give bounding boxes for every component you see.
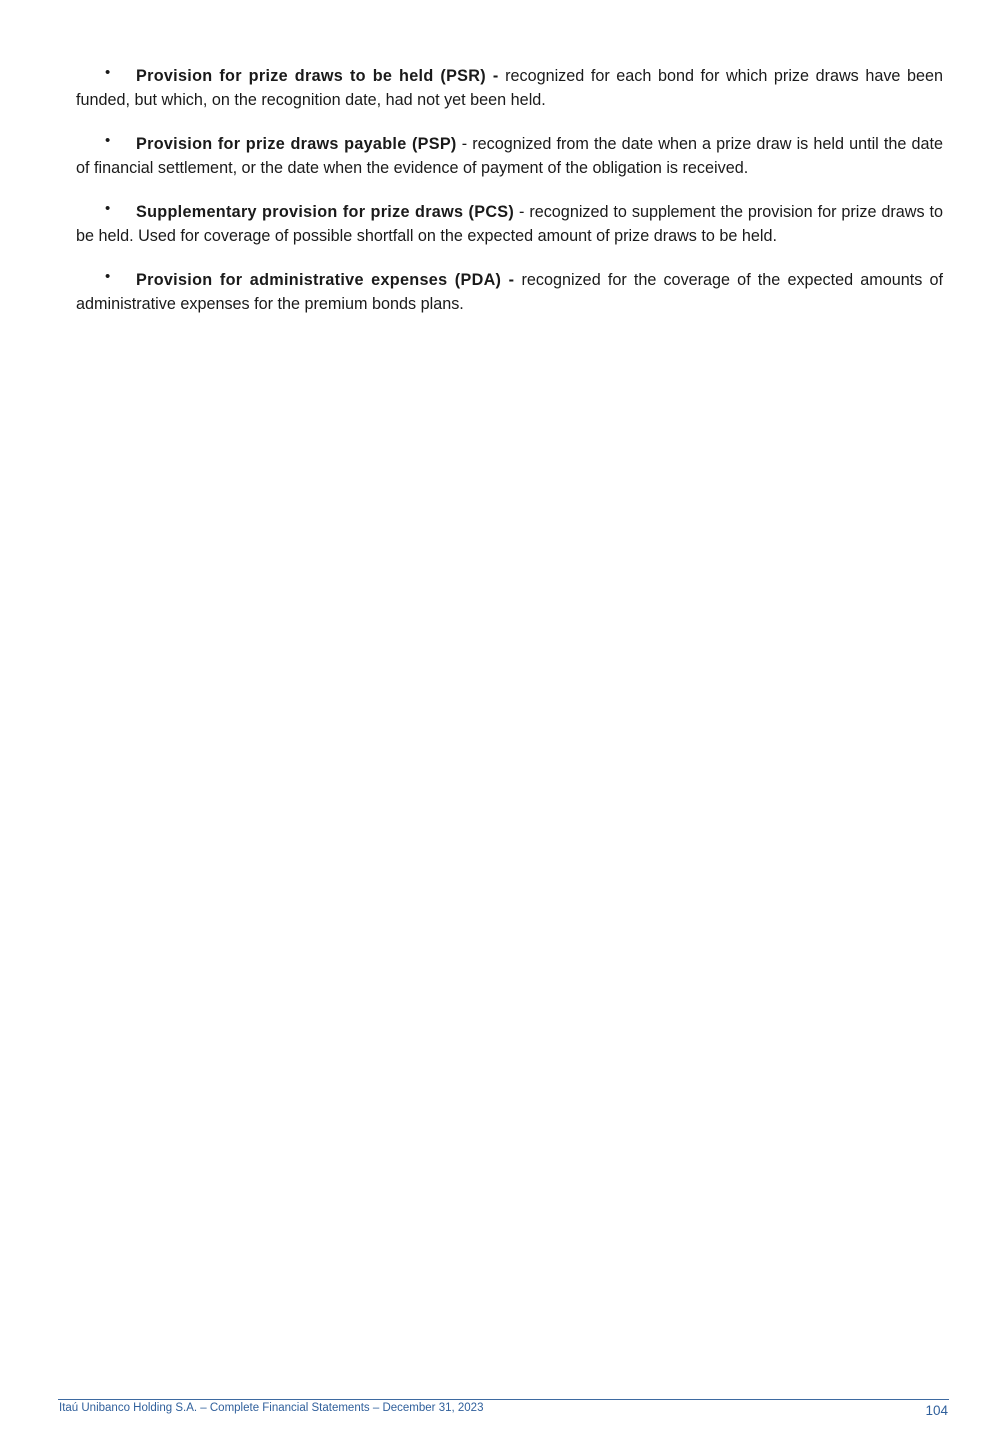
bullet-item-pcs — [76, 200, 943, 248]
term-psp: Provision for prize draws payable (PSP) — [136, 135, 457, 153]
description-psp: - recognized from the date when a prize draw is held until the date of financial settlement, or the date when the evidence of payment of the obligation is received. — [76, 135, 944, 177]
footer-text: Itaú Unibanco Holding S.A. – Complete Financial Statements – December 31, 2023 — [59, 1402, 484, 1414]
term-pda: Provision for administrative expenses (PDA) - — [136, 271, 515, 289]
bullet-icon: • — [105, 132, 111, 149]
bullet-icon: • — [105, 64, 111, 81]
footer-divider — [58, 1399, 949, 1400]
bullet-item-psr — [76, 64, 943, 112]
bullet-item-psp — [76, 132, 943, 180]
bullet-item-pda — [76, 268, 943, 316]
document-body — [76, 64, 943, 336]
term-pcs: Supplementary provision for prize draws (PCS) — [136, 203, 515, 221]
description-pda: recognized for the coverage of the expected amounts of administrative expenses for the premium bonds plans. — [76, 271, 943, 313]
description-psr: recognized for each bond for which prize draws have been funded, but which, on the recognition date, had not yet been held. — [76, 67, 943, 109]
term-psr: Provision for prize draws to be held (PSR) - — [136, 67, 499, 85]
bullet-icon: • — [105, 200, 111, 217]
description-pcs: - recognized to supplement the provision for prize draws to be held. Used for coverage of possible shortfall on the expected amount of prize draws to be held. — [76, 203, 943, 245]
page-number: 104 — [925, 1403, 948, 1418]
bullet-icon: • — [105, 268, 111, 285]
